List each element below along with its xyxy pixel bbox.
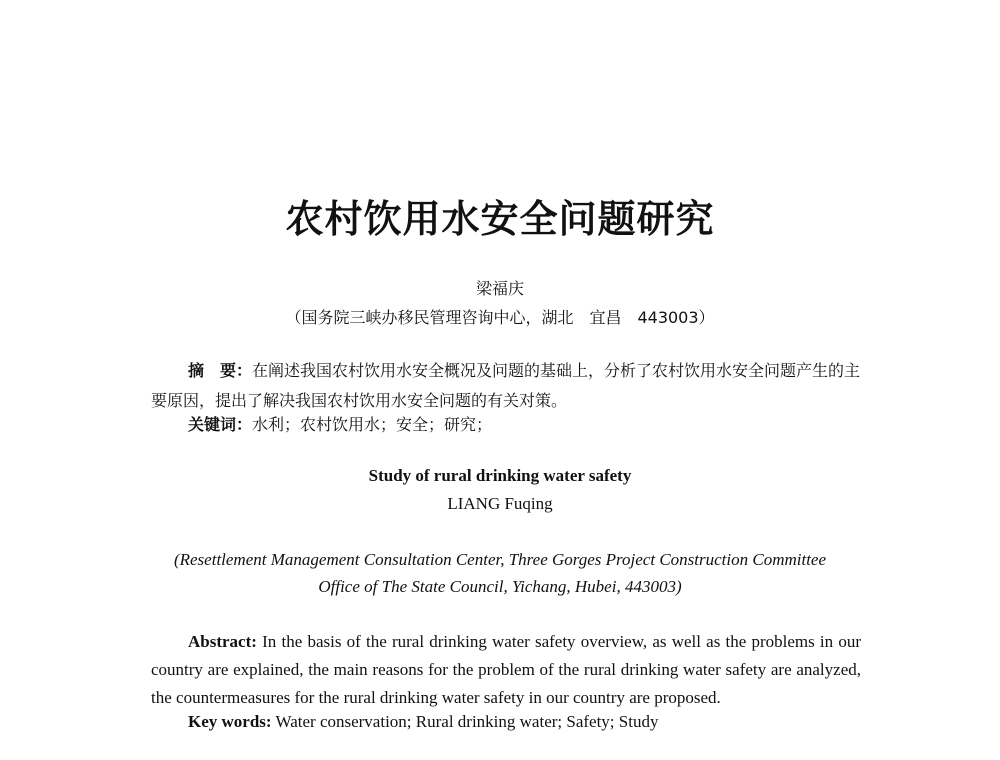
affiliation-en-line1: (Resettlement Management Consultation Center, Three Gorges Project Construction Committee	[173, 550, 827, 569]
abstract-en-text: In the basis of the rural drinking water safety overview, as well as the problems in our country are explained, the main reasons for the problem of the rural drinking water safety are analyzed, the countermeasures for the rural drinking water safety in our country are proposed.	[151, 632, 862, 707]
keywords-cn-text: 水利；农村饮用水；安全；研究；	[252, 415, 493, 434]
keywords-en-text: Water conservation; Rural drinking water; Safety; Study	[275, 712, 659, 731]
author-name-cn: 梁福庆	[475, 279, 524, 298]
abstract-en-label: Abstract:	[188, 632, 257, 651]
affiliation-cn: （国务院三峡办移民管理咨询中心，湖北 宜昌 443003）	[285, 308, 715, 327]
keywords-cn-label: 关键词：	[188, 415, 253, 434]
abstract-cn-text: 在阐述我国农村饮用水安全概况及问题的基础上，分析了农村饮用水安全问题产生的主要原因，提出了解决我国农村饮用水安全问题的有关对策。	[151, 361, 861, 410]
author-name-en: LIANG Fuqing	[447, 494, 553, 513]
affiliation-en	[140, 546, 860, 600]
keywords-en-label: Key words:	[188, 712, 272, 731]
abstract-en	[151, 628, 861, 712]
abstract-cn	[151, 356, 861, 416]
keywords-en	[188, 709, 868, 735]
paper-title-en: Study of rural drinking water safety	[368, 466, 632, 485]
paper-title-cn: 农村饮用水安全问题研究	[285, 196, 715, 241]
affiliation-en-line2: Office of The State Council, Yichang, Hubei, 443003)	[318, 577, 682, 596]
abstract-cn-label: 摘 要：	[188, 361, 253, 380]
keywords-cn	[188, 413, 868, 437]
